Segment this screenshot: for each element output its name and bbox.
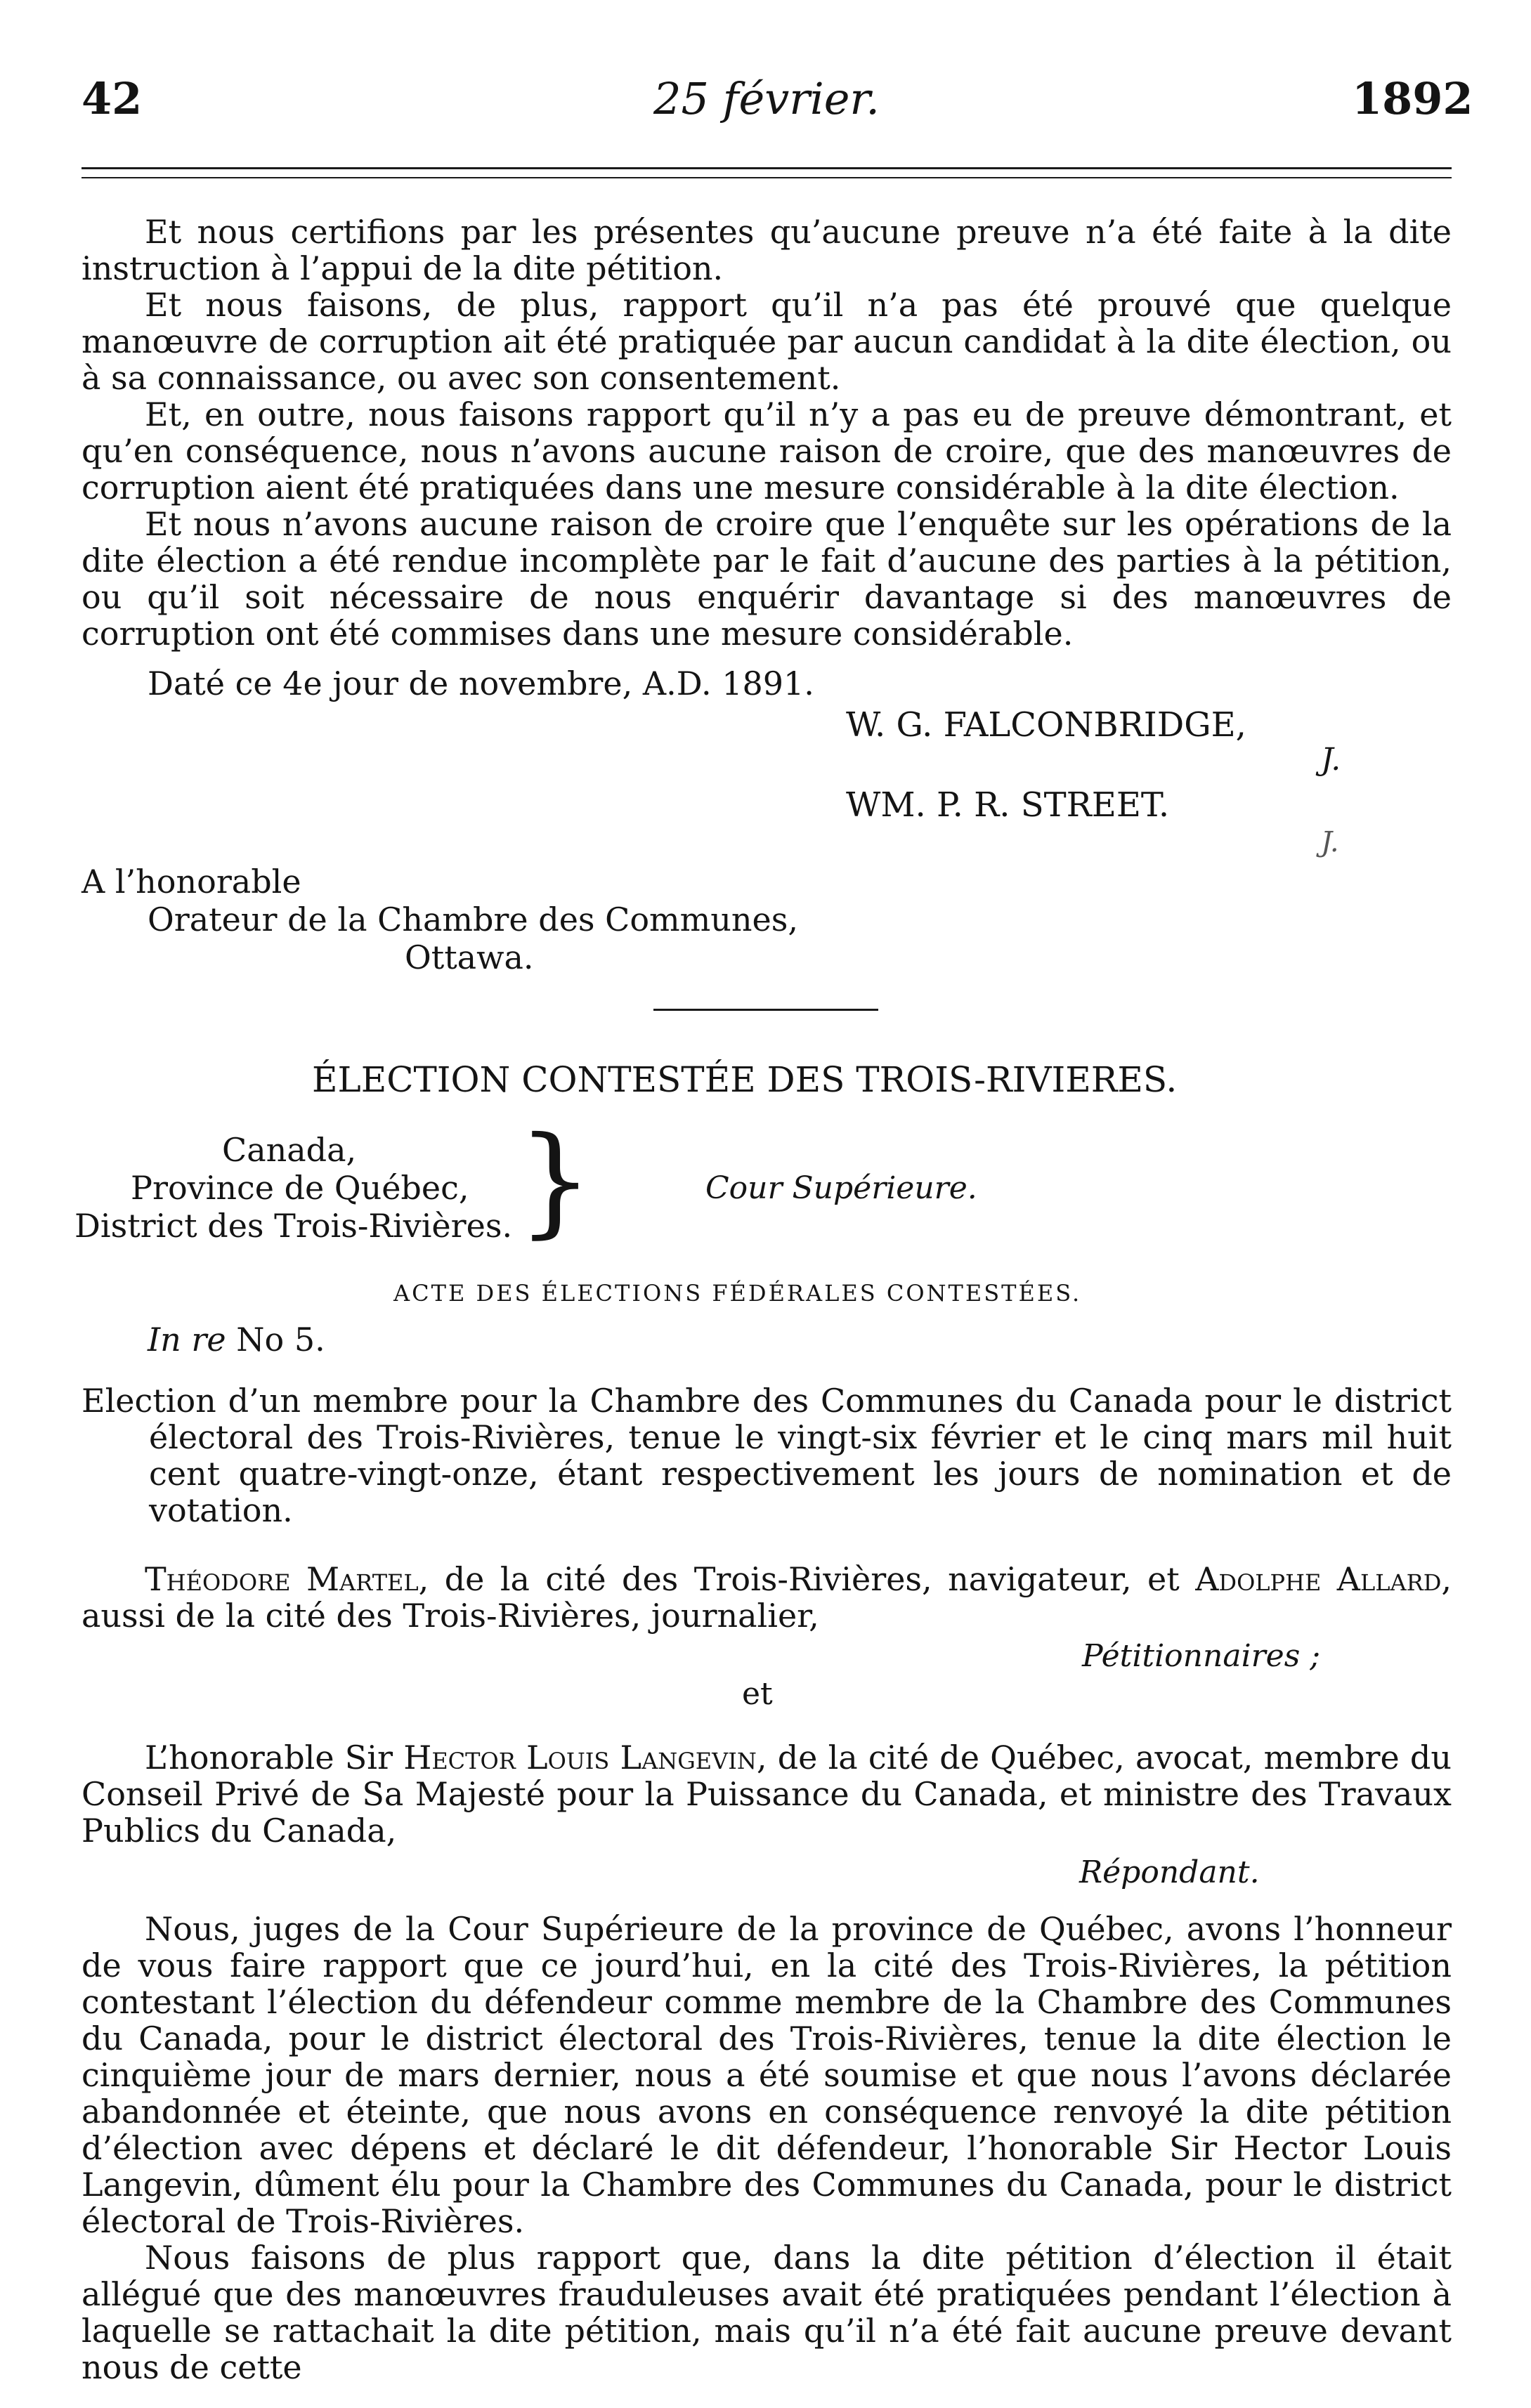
respondent-role: Répondant. bbox=[1079, 1854, 1260, 1890]
signature-suffix: J. bbox=[1321, 742, 1341, 778]
paragraph: Et nous certifions par les présentes qu’aucune preuve n’a été faite à la dite instruction à l’appui de la dite pétition. bbox=[82, 213, 1452, 287]
right-brace-icon: } bbox=[517, 1111, 594, 1250]
header-rule-bottom bbox=[82, 177, 1452, 178]
jurisdiction-line: Province de Québec, bbox=[131, 1169, 469, 1207]
section-title: ÉLECTION CONTESTÉE DES TROIS-RIVIERES. bbox=[312, 1059, 1178, 1100]
jurisdiction-line: Canada, bbox=[222, 1131, 357, 1169]
page-number: 42 bbox=[82, 73, 143, 124]
paragraph: Et nous faisons, de plus, rapport qu’il n’a pas été prouvé que quelque manœuvre de corruption ait été pratiquée par aucun candidat à la dite élection, ou à sa connaissance, ou avec son consentement. bbox=[82, 286, 1452, 397]
petitioner-name: Adolphe Allard bbox=[1195, 1560, 1442, 1598]
section-separator bbox=[653, 1009, 878, 1011]
jurisdiction-line: District des Trois-Rivières. bbox=[74, 1207, 513, 1245]
act-title: ACTE DES ÉLECTIONS FÉDÉRALES CONTESTÉES. bbox=[393, 1280, 1082, 1307]
respondent-text bbox=[82, 1739, 1452, 1849]
certification-paragraphs bbox=[82, 214, 1452, 652]
petitioners-role: Pétitionnaires ; bbox=[1082, 1638, 1321, 1674]
dated-line: Daté ce 4e jour de novembre, A.D. 1891. bbox=[148, 665, 814, 702]
signature-falconbridge: W. G. FALCONBRIDGE, bbox=[846, 705, 1246, 745]
conjunction: et bbox=[742, 1676, 773, 1712]
respondent-rest: , de la cité de Québec, avocat, membre du Conseil Privé de Sa Majesté pour la Puissance du Canada, et ministre des Travaux Publics du Canada, bbox=[82, 1739, 1452, 1850]
signature-suffix: J. bbox=[1321, 826, 1339, 858]
header-year: 1892 bbox=[1352, 73, 1473, 124]
respondent-name: Hector Louis Langevin bbox=[403, 1739, 757, 1776]
petitioners-paragraph bbox=[82, 1561, 1452, 1634]
petitioner-name: Théodore Martel bbox=[145, 1560, 419, 1598]
report-paragraphs bbox=[82, 1911, 1452, 2386]
petitioners-text bbox=[82, 1561, 1452, 1634]
petitioner-text: , de la cité des Trois-Rivières, navigateur, et bbox=[418, 1560, 1196, 1598]
paragraph: Et, en outre, nous faisons rapport qu’il n’y a pas eu de preuve démontrant, et qu’en conséquence, nous n’avons aucune raison de croire, que des manœuvres de corruption aient été pratiquées dans une mesure considérable à la dite élection. bbox=[82, 395, 1452, 506]
paragraph: Et nous n’avons aucune raison de croire que l’enquête sur les opérations de la dite élection a été rendue incomplète par le fait d’aucune des parties à la pétition, ou qu’il soit nécessaire de nous enquérir davantage si des manœuvres de corruption ont été commises dans une mesure considérable. bbox=[82, 505, 1452, 653]
respondent-lead: L’honorable Sir bbox=[145, 1739, 404, 1776]
header-date: 25 février. bbox=[653, 73, 880, 124]
address-line: Ottawa. bbox=[405, 938, 534, 976]
header-rule-top bbox=[82, 167, 1452, 169]
election-description: Election d’un membre pour la Chambre des Communes du Canada pour le district électoral des Trois-Rivières, tenue le vingt-six février et le cinq mars mil huit cent quatre-vingt-onze, étant respectivement les jours de nomination et de votation. bbox=[82, 1382, 1452, 1529]
respondent-paragraph bbox=[82, 1739, 1452, 1849]
case-reference-italic: In re bbox=[148, 1321, 226, 1359]
case-reference bbox=[148, 1321, 325, 1359]
case-reference-number: No 5. bbox=[226, 1321, 325, 1359]
paragraph: Nous faisons de plus rapport que, dans la dite pétition d’élection il était allégué que des manœuvres frauduleuses avait été pratiquées pendant l’élection à laquelle se rattachait la dite pétition, mais qu’il n’a été fait aucune preuve devant nous de cette bbox=[82, 2239, 1452, 2386]
address-line: A l’honorable bbox=[82, 863, 301, 901]
court-name: Cour Supérieure. bbox=[705, 1170, 977, 1206]
petitioner-text: , aussi de la cité des Trois-Rivières, journalier, bbox=[82, 1560, 1452, 1635]
paragraph: Nous, juges de la Cour Supérieure de la province de Québec, avons l’honneur de vous faire rapport que ce jourd’hui, en la cité des Trois-Rivières, la pétition contestant l’élection du défendeur comme membre de la Chambre des Communes du Canada, pour le district électoral des Trois-Rivières, tenue la dite élection le cinquième jour de mars dernier, nous a été soumise et que nous l’avons déclarée abandonnée et éteinte, que nous avons en conséquence renvoyé la dite pétition d’élection avec dépens et déclaré le dit défendeur, l’honorable Sir Hector Louis Langevin, dûment élu pour la Chambre des Communes du Canada, pour le district électoral de Trois-Rivières. bbox=[82, 1910, 1452, 2240]
address-line: Orateur de la Chambre des Communes, bbox=[148, 901, 798, 938]
signature-street: WM. P. R. STREET. bbox=[846, 785, 1170, 825]
